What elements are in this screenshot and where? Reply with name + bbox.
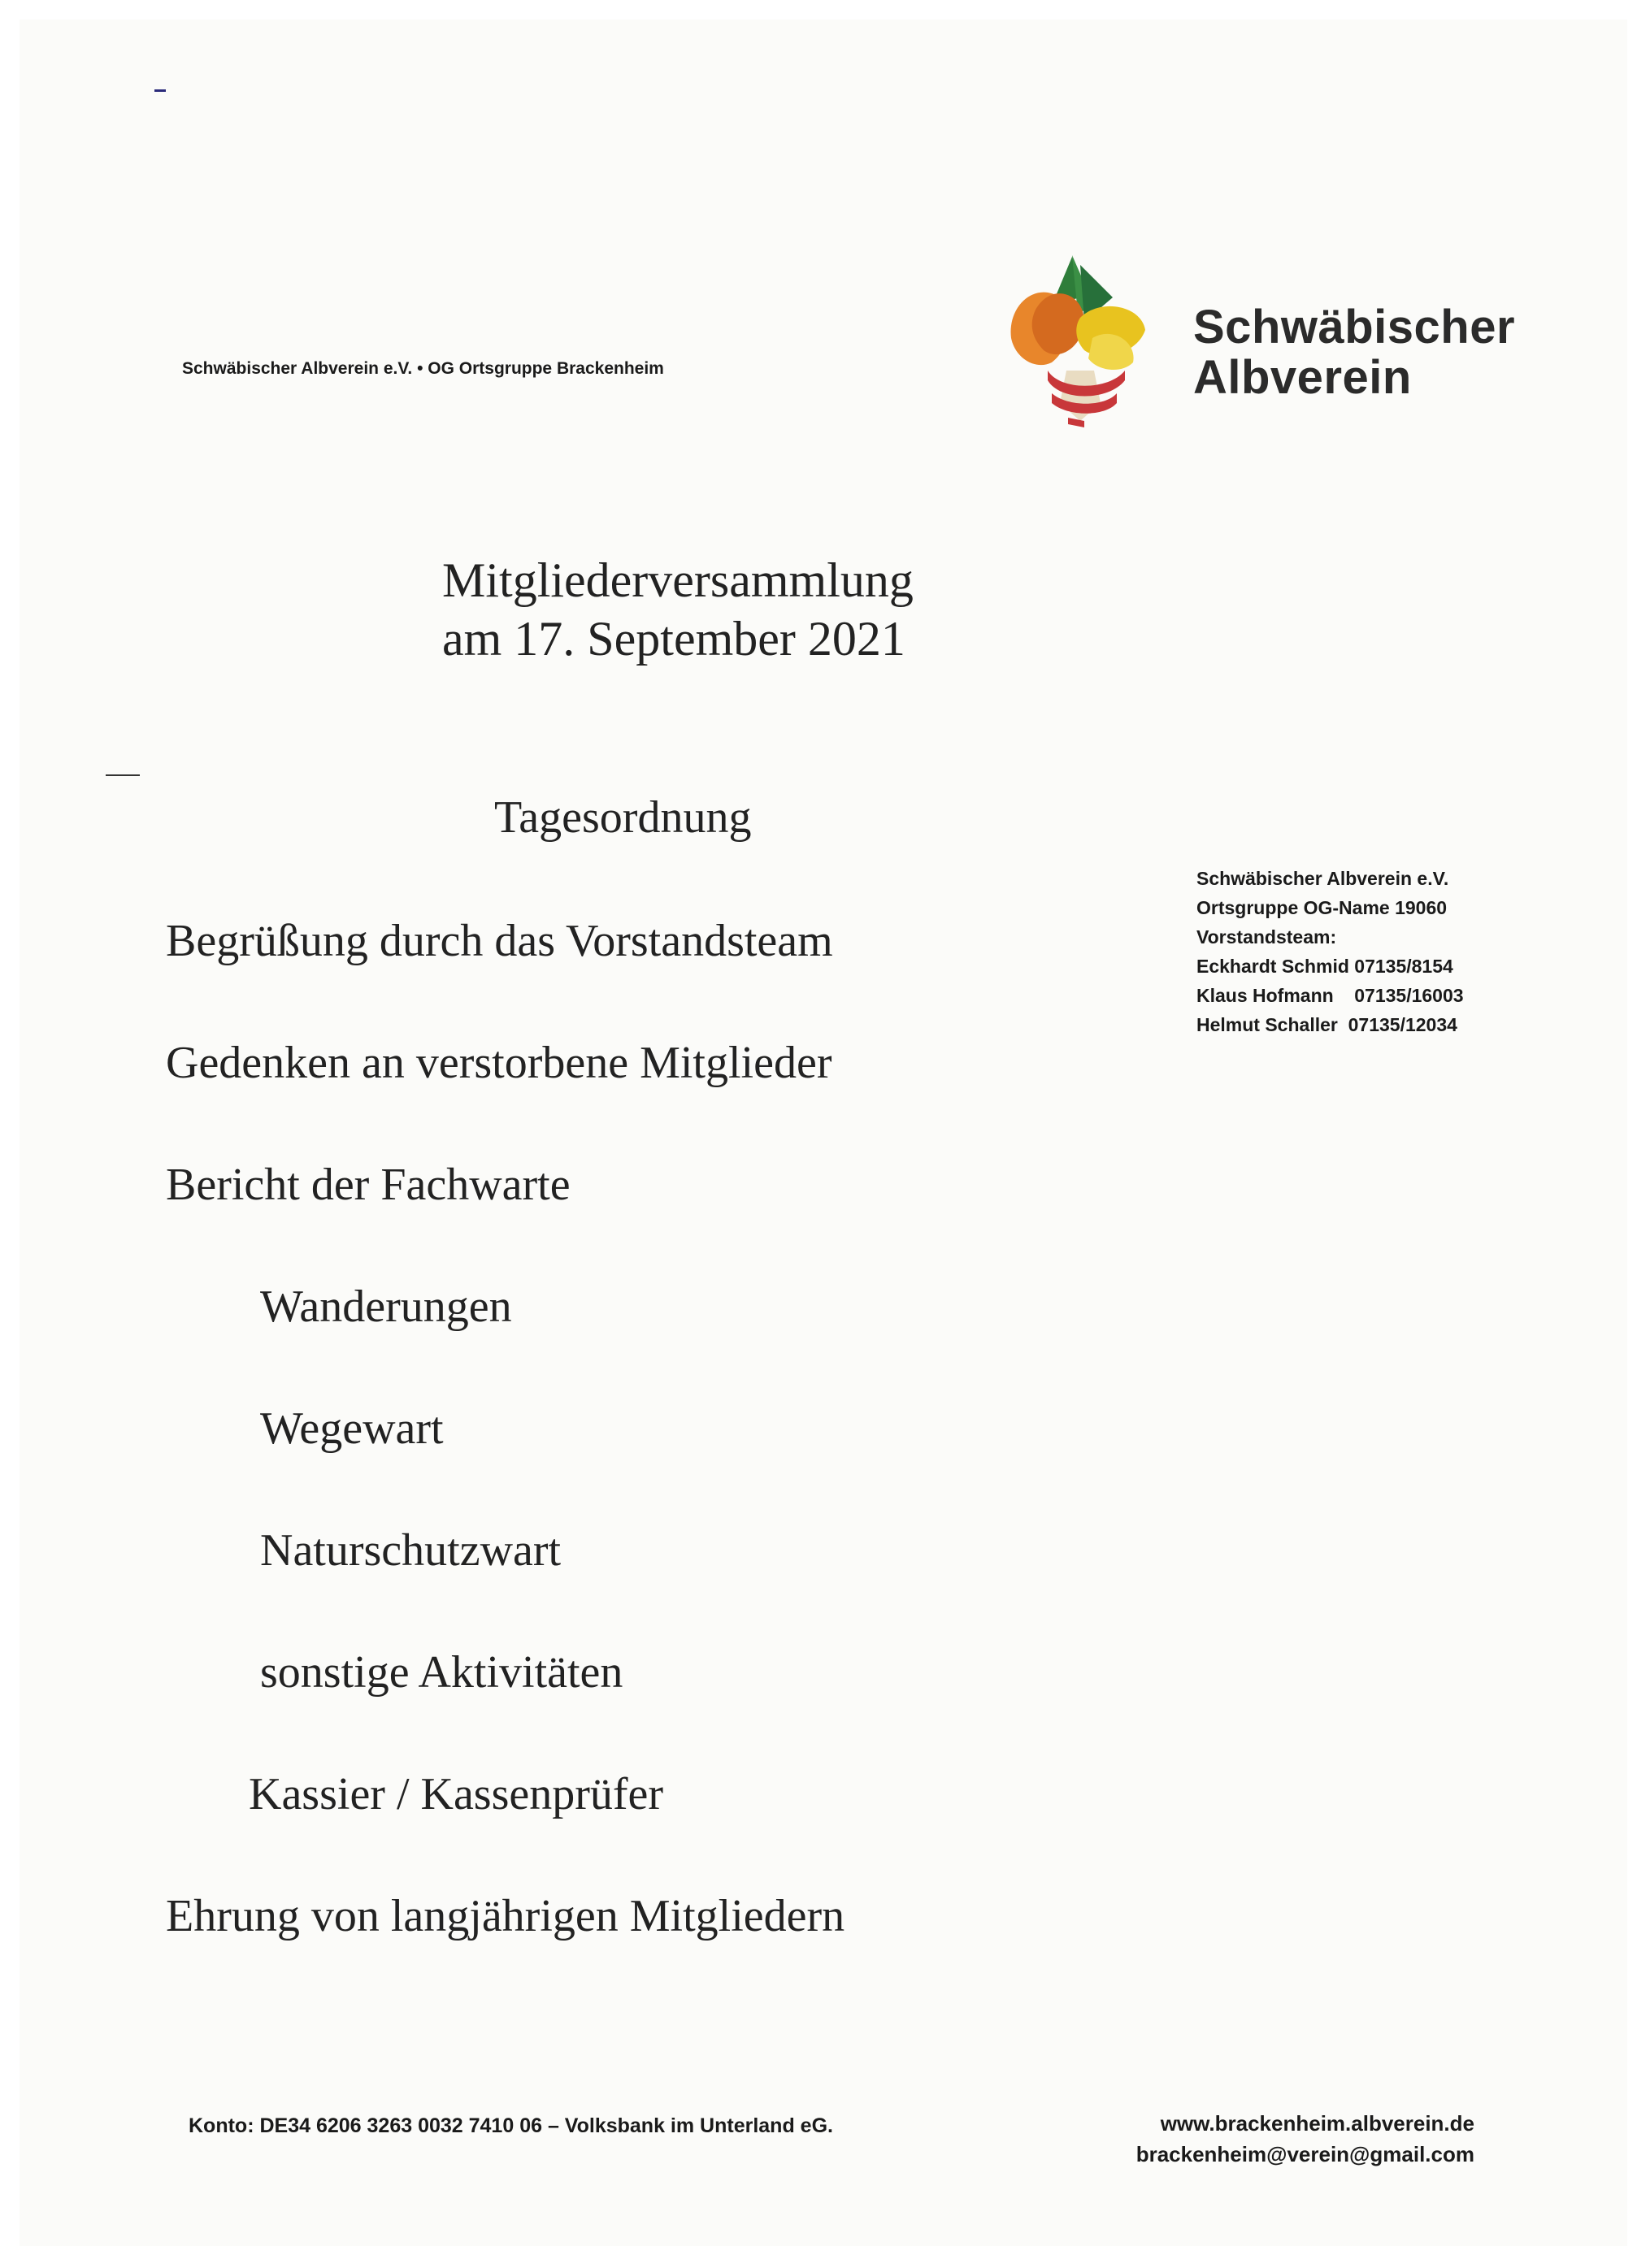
document-page (20, 20, 1627, 2246)
contact-member: Eckhardt Schmid 07135/8154 (1196, 956, 1453, 977)
albverein-logo-icon (1003, 249, 1157, 444)
contact-block (1196, 864, 1464, 1039)
contact-org: Schwäbischer Albverein e.V. (1196, 868, 1449, 889)
agenda-subitem: sonstige Aktivitäten (260, 1647, 623, 1698)
scan-mark (106, 774, 140, 776)
brand-line-1: Schwäbischer (1193, 301, 1516, 353)
agenda-item: Kassier / Kassenprüfer (249, 1769, 664, 1819)
contact-member: Klaus Hofmann 07135/16003 (1196, 985, 1464, 1006)
meeting-title-line-1: Mitgliederversammlung (442, 553, 914, 607)
agenda-subitem: Naturschutzwart (260, 1525, 562, 1576)
website-link[interactable]: www.brackenheim.albverein.de (1160, 2111, 1474, 2136)
bank-account-line: Konto: DE34 6206 3263 0032 7410 06 – Volksbank im Unterland eG. (189, 2114, 833, 2137)
organization-header-line: Schwäbischer Albverein e.V. • OG Ortsgruppe Brackenheim (182, 359, 664, 378)
agenda-item: Begrüßung durch das Vorstandsteam (166, 916, 833, 966)
contact-member: Helmut Schaller 07135/12034 (1196, 1014, 1457, 1035)
email-link[interactable]: brackenheim@verein@gmail.com (1135, 2142, 1474, 2166)
meeting-title-line-2: am 17. September 2021 (442, 612, 905, 666)
agenda-item: Gedenken an verstorbene Mitglieder (166, 1038, 832, 1088)
scan-mark (154, 89, 166, 92)
brand-wordmark (1193, 302, 1515, 403)
agenda-item: Ehrung von langjährigen Mitgliedern (166, 1891, 845, 1941)
agenda-subitem: Wegewart (260, 1403, 444, 1454)
agenda-heading: Tagesordnung (494, 792, 752, 843)
meeting-title (442, 551, 914, 668)
contact-team-label: Vorstandsteam: (1196, 926, 1337, 948)
brand-line-2: Albverein (1193, 351, 1412, 404)
contact-group: Ortsgruppe OG-Name 19060 (1196, 897, 1448, 918)
agenda-subitem: Wanderungen (260, 1281, 512, 1332)
web-contact (1125, 2108, 1474, 2170)
agenda-item: Bericht der Fachwarte (166, 1160, 571, 1210)
